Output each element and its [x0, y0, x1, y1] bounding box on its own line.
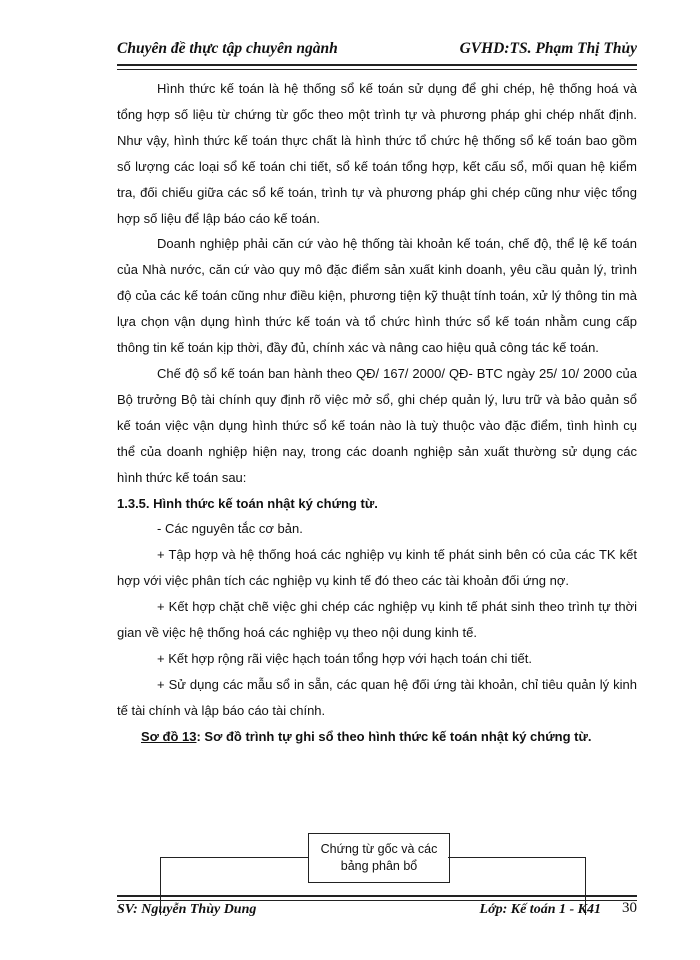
- paragraph-selection: Doanh nghiệp phải căn cứ vào hệ thống tài khoản kế toán, chế độ, thể lệ kế toán của Nhà nước, căn cứ vào quy mô đặc điểm sản xuất kinh doanh, yêu cầu quản lý, trình độ của các kế toán cũng như điều kiện, phương tiện kỹ thuật tính toán, xử lý thông tin mà lựa chọn vận dụng hình thức kế toán và tổ chức hình thức sổ kế toán nhằm cung cấp thông tin kế toán kịp thời, đầy đủ, chính xác và nâng cao hiệu quả công tác kế toán.: [117, 236, 637, 356]
- diagram-label: Sơ đồ 13: [141, 728, 197, 744]
- page-number: 30: [622, 900, 637, 916]
- diagram-title: : Sơ đồ trình tự ghi sổ theo hình thức kế toán nhật ký chứng từ.: [196, 728, 592, 744]
- footer-student: SV: Nguyễn Thùy Dung: [117, 902, 257, 917]
- principle-item-3: + Kết hợp rộng rãi việc hạch toán tổng hợp với hạch toán chi tiết.: [157, 650, 532, 666]
- principles-intro: - Các nguyên tắc cơ bản.: [157, 521, 303, 537]
- principle-item-2: + Kết hợp chặt chẽ việc ghi chép các nghiệp vụ kinh tế phát sinh theo trình tự thời gian về việc hệ thống hoá các nghiệp vụ theo nội dung kinh tế.: [117, 599, 637, 641]
- diagram-box-line-1: Chứng từ gốc và các: [320, 842, 438, 856]
- diagram-connector-right: [448, 857, 585, 858]
- paragraph-definition: Hình thức kế toán là hệ thống sổ kế toán sử dụng để ghi chép, hệ thống hoá và tổng hợp số liệu từ chứng từ gốc theo một trình tự và phương pháp ghi chép nhất định. Như vậy, hình thức kế toán thực chất là hình thức tổ chức hệ thống sổ kế toán bao gồm số lượng các loại sổ kế toán chi tiết, sổ kế toán tổng hợp, kết cấu sổ, mối quan hệ kiểm tra, đối chiếu giữa các sổ kế toán, trình tự và phương pháp ghi chép cũng như việc tổng hợp số liệu để lập báo cáo kế toán.: [117, 81, 637, 226]
- diagram-box-source-documents: [308, 833, 450, 883]
- diagram-connector-left: [160, 857, 308, 858]
- header-topic: Chuyên đề thực tập chuyên ngành: [117, 40, 338, 57]
- principle-item-1: + Tập hợp và hệ thống hoá các nghiệp vụ kinh tế phát sinh bên có của các TK kết hợp với việc phân tích các nghiệp vụ kinh tế đó theo các tài khoản đối ứng nợ.: [117, 547, 637, 589]
- paragraph-regulation: Chế độ sổ kế toán ban hành theo QĐ/ 167/ 2000/ QĐ- BTC ngày 25/ 10/ 2000 của Bộ trưởng Bộ tài chính quy định rõ việc mở sổ, ghi chép quản lý, lưu trữ và bảo quản sổ kế toán việc vận dụng hình thức sổ kế toán nào là tuỳ thuộc vào đặc điểm, tình hình cụ thể của doanh nghiệp hiện nay, trong các doanh nghiệp sản xuất thường sử dụng các hình thức kế toán sau:: [117, 365, 637, 485]
- principle-item-4: + Sử dụng các mẫu sổ in sẵn, các quan hệ đối ứng tài khoản, chỉ tiêu quản lý kinh tế tài chính và lập báo cáo tài chính.: [117, 676, 637, 718]
- header-supervisor: GVHD:TS. Phạm Thị Thủy: [459, 40, 637, 57]
- header-divider: [117, 64, 637, 70]
- footer-divider: [117, 895, 637, 901]
- diagram-box-line-2: bảng phân bổ: [340, 859, 418, 873]
- section-heading: 1.3.5. Hình thức kế toán nhật ký chứng từ.: [117, 495, 378, 511]
- body-text: [117, 76, 637, 750]
- diagram-caption: [117, 724, 637, 750]
- footer-class: Lớp: Kế toán 1 - K41: [479, 902, 601, 917]
